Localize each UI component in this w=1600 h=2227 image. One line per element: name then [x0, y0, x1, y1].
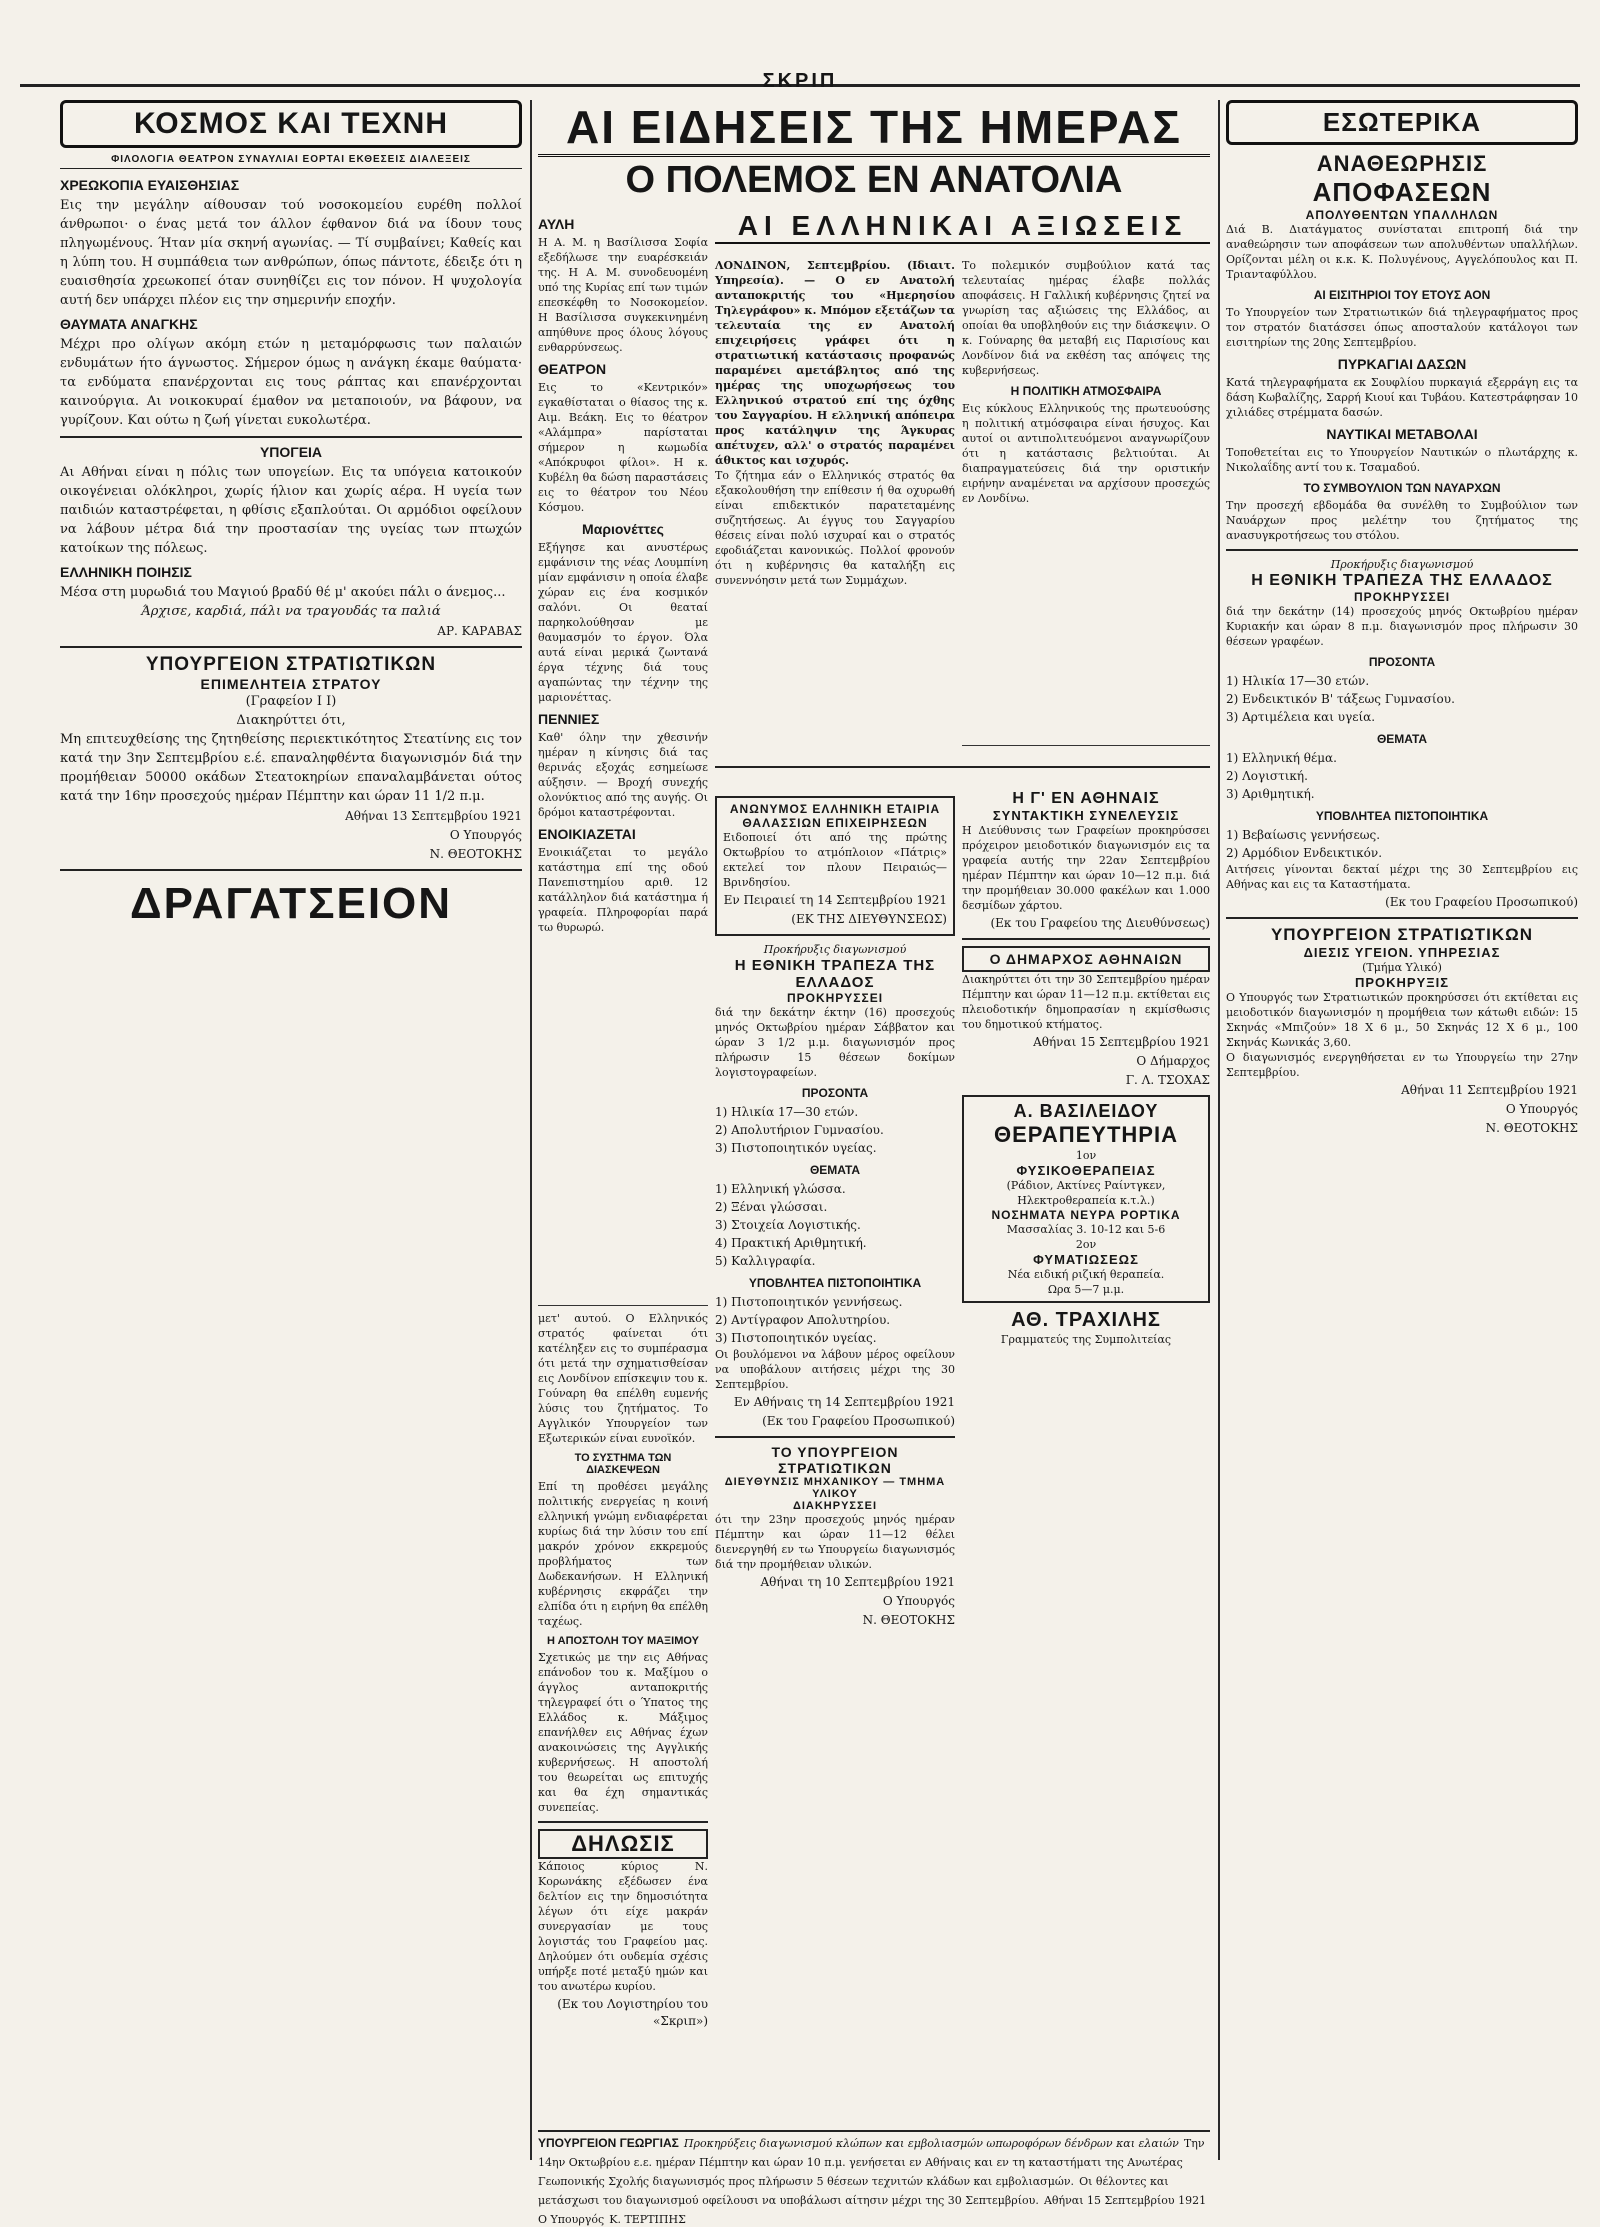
clinic-item-number: 2ον: [1075, 1238, 1097, 1251]
news-paragraph: Εις κύκλους Ελληνικούς της πρωτευούσης η πολιτική ατμόσφαιρα είναι ήσυχος. Και αυτοί οι αντιπολιτευόμενοι αναγνωρίζουν ότι η κατάστασις βελτιούται. Αι διαπραγματεύσεις διά την οριστικήν ειρήνην αναμένεται να αρχίσουν προσεχώς εν Λονδίνω.: [962, 402, 1210, 505]
news-paragraph: Σχετικώς με την εις Αθήνας επάνοδον του κ. Μαξίμου ο άγγλος ανταποκριτής τηλεγραφεί ότι ο Ύπατος της Ελλάδος κ. Μάξιμος επανήλθεν εις Αθήνας έχων ανακοινώσεις της Αγγλικής κυβερνήσεως. Η αποστολή του θεωρείται ως επιτυχής και θα έχη σημαντικάς συνεπείας.: [538, 1651, 708, 1814]
clinic-item-title: ΦΥΣΙΚΟΘΕΡΑΠΕΙΑΣ: [1016, 1163, 1156, 1178]
article-heading: Μαριονέττες: [582, 521, 664, 537]
bank-doc: 1) Βεβαίωσις γεννήσεως.: [1226, 828, 1381, 842]
section-header-esoterika: ΕΣΩΤΕΡΙΚΑ: [1226, 100, 1578, 145]
article-body: Το Υπουργείον των Στρατιωτικών διά τηλεγραφήματος προς τον στρατόν διατάσσει όπως αποσταλούν κατάλογοι των εισιτηρίων της 20ης Σεπτεμβρίου.: [1226, 306, 1578, 349]
article-body: Διά Β. Διατάγματος συνίσταται επιτροπή διά την αναθεώρησιν των αποφάσεων των απολυθέντων υπαλλήλων. Ορίζονται μέλη οι κ.κ. Κ. Πολυγένους, Αγγελόπουλος και Π. Τριανταφύλλου.: [1226, 223, 1578, 281]
article-body: Εις την μεγάλην αίθουσαν τού νοσοκομείου ευρέθη πολλοί άνθρωποι· ο ένας μετά τον άλλον έφθανον διά να ίδουν τους πληγωμένους. Ήταν μία σκηνή αγωνίας. — Τί συμβαίνει; Καθείς και η λύπη του. Η συμπάθεια των ανθρώπων, όπως πάντοτε, έδειξε ότι η ευαισθησία χρεωκοπεί όταν συνηθίζει εις τον πόνον. Η ψυχολογία αυτή δεν υπάρχει πλέον εις την σημερινήν εποχήν.: [60, 198, 522, 308]
divider: [715, 1436, 955, 1438]
divider: [60, 869, 522, 871]
divider: [962, 745, 1210, 746]
assembly-signature: (Εκ του Γραφείου της Διευθύνσεως): [990, 916, 1210, 930]
mayor-body: Διακηρύττει ότι την 30 Σεπτεμβρίου ημέραν Πέμπτην και ώραν 11—12 π.μ. εκτίθεται εις πλειοδοτικήν δημοπρασίαν η εκμίσθωσις του δημοτικού κτήματος.: [962, 973, 1210, 1031]
mayor-date: Αθήναι 15 Σεπτεμβρίου 1921: [1033, 1035, 1210, 1049]
column-avli: [538, 210, 708, 1295]
bank-doc: 2) Αντίγραφον Απολυτηρίου.: [715, 1313, 891, 1327]
column-news-continued: [538, 1300, 708, 2130]
bank-requirement: 2) Απολυτήριον Γυμνασίου.: [715, 1123, 884, 1137]
bank-topics-head: ΘΕΜΑΤΑ: [809, 1163, 861, 1177]
notice-signature-title: Ο Υπουργός: [449, 828, 522, 842]
divider: [962, 938, 1210, 940]
news-banner-block: [538, 100, 1210, 208]
news-rule-block: [715, 760, 1210, 780]
poem-body: Μέσα στη μυρωδιά του Μαγιού βραδύ θέ μ' ακούει πάλι ο άνεμος...: [60, 585, 506, 600]
column-esoterika: [1226, 100, 1578, 2160]
bank-docs-head: ΥΠΟΒΛΗΤΕΑ ΠΙΣΤΟΠΟΙΗΤΙΚΑ: [1315, 809, 1489, 823]
article-heading: ΘΕΑΤΡΟΝ: [538, 361, 607, 377]
advert-heading: ΕΝΟΙΚΙΑΖΕΤΑΙ: [538, 826, 636, 842]
article-body: Μέχρι προ ολίγων ακόμη ετών η μεταμόρφωσις των παλαιών ενδυμάτων ήτο άγνωστος. Σήμερον όμως η ανάγκη έκαμε θαύματα· τα ενδύματα επανέρχονται εις τους ράπτας και επανέρχονται καινούργια. Αι νοικοκυραί έμαθον να μεταποιούν, να βάφουν, να γυρίζουν. Και ούτω η ζωή γίνεται ευκολωτέρα.: [60, 337, 522, 428]
clinic-item-title: ΦΥΜΑΤΙΩΣΕΩΣ: [1033, 1252, 1139, 1267]
clinic-name: Α. ΒΑΣΙΛΕΙΔΟΥ: [1013, 1101, 1159, 1121]
army-notice-date: Αθήναι 11 Σεπτεμβρίου 1921: [1401, 1083, 1578, 1097]
army-notice-sub: ΔΙΕΥΘΥΝΣΙΣ ΜΗΧΑΝΙΚΟΥ — ΤΜΗΜΑ ΥΛΙΚΟΥ: [724, 1476, 946, 1500]
column-rule: [530, 100, 532, 2160]
poem-verse: Άρχισε, καρδιά, πάλι να τραγουδάς τα παλιά: [141, 604, 441, 619]
news-headline: Ο ΠΟΛΕΜΟΣ ΕΝ ΑΝΑΤΟΛΙΑ: [625, 159, 1123, 201]
notice-heading: ΥΠΟΥΡΓΕΙΟΝ ΣΤΡΑΤΙΩΤΙΚΩΝ: [145, 654, 437, 675]
article-heading: ΧΡΕΩΚΟΠΙΑ ΕΥΑΙΣΘΗΣΙΑΣ: [60, 177, 240, 193]
clinic-item-address: Μασσαλίας 3. 10-12 και 5-6: [1006, 1223, 1166, 1236]
declaration-signature: (Εκ του Λογιστηρίου του «Σκριπ»): [557, 1997, 708, 2028]
advert-dragatseion: ΔΡΑΓΑΤΣΕΙΟΝ: [129, 879, 453, 928]
article-heading: ΥΠΟΓΕΙΑ: [259, 444, 323, 460]
mayor-title: Ο Δήμαρχος: [1136, 1054, 1210, 1068]
clinic-item-body: Νέα ειδική ριζική θεραπεία.: [1007, 1268, 1165, 1281]
bank-kicker: Προκήρυξις διαγωνισμού: [763, 943, 907, 956]
notice-subheading: ΕΠΙΜΕΛΗΤΕΙΑ ΣΤΡΑΤΟΥ: [200, 676, 382, 692]
advert-trachilis: ΑΘ. ΤΡΑΧΙΛΗΣ: [1011, 1309, 1161, 1331]
divider: [1226, 549, 1578, 551]
news-paragraph: ΛΟΝΔΙΝΟΝ, Σεπτεμβρίου. (Ιδιαιτ. Υπηρεσία). — Ο εν Ανατολή ανταποκριτής του «Ημερησίου Τηλεγράφου» κ. Μπόμον εξετάζων τα τελευταία της εν Ανατολή επιχειρήσεις γράφει ότι η στρατιωτική κατάστασις προφανώς παραμένει αμετάβλητος από της ημέρας της υποχωρήσεως του Ελληνικού στρατού επί της όχθης του Σαγγαρίου. Η ελληνική απόπειρα προς κατάληψιν της Άγκυρας απέτυχεν, αλλ' ο στρατός παραμένει άθικτος και ισχυρός.: [715, 259, 955, 467]
army-notice-signature: Ν. ΘΕΟΤΟΚΗΣ: [1485, 1121, 1578, 1135]
bank-title: Η ΕΘΝΙΚΗ ΤΡΑΠΕΖΑ ΤΗΣ ΕΛΛΑΔΟΣ: [734, 957, 936, 991]
clinic-item-hours: Ωρα 5—7 μ.μ.: [1047, 1283, 1125, 1296]
article-heading: ΠΕΝΝΙΕΣ: [538, 711, 600, 727]
news-paragraph: Το ζήτημα εάν ο Ελληνικός στρατός θα εξακολουθήση την επίθεσιν ή θα οχυρωθή είναι επιδεκτικόν παρατεταμένης συζητήσεως. Αι έγγυς του Σαγγαρίου θέσεις είναι πολύ ισχυραί και ο στρατός εφοδιάζεται κανονικώς. Πολλοί φρονούν ότι η κυβέρνησις θα καταλήξη εις συνεννόησιν μετά των Συμμάχων.: [715, 469, 955, 587]
article-heading: ΝΑΥΤΙΚΑΙ ΜΕΤΑΒΟΛΑΙ: [1326, 426, 1478, 442]
georgias-kicker: Προκηρύξεις διαγωνισμού κλώπων και εμβολιασμών ωπωροφόρων δένδρων και ελαιών: [683, 2137, 1179, 2150]
notice-subheading: (Γραφείον Ι Ι): [245, 694, 337, 709]
divider: [715, 766, 1210, 768]
clinic-title: ΘΕΡΑΠΕΥΤΗΡΙΑ: [994, 1122, 1178, 1147]
bank-topic: 1) Ελληνική γλώσσα.: [715, 1182, 846, 1196]
bank-signature: (Εκ του Γραφείου Προσωπικού): [1385, 895, 1578, 909]
news-subheading: Η ΑΠΟΣΤΟΛΗ ΤΟΥ ΜΑΞΙΜΟΥ: [547, 1635, 699, 1647]
bank-requirements-head: ΠΡΟΣΟΝΤΑ: [801, 1086, 869, 1100]
advert-clinic: [962, 1095, 1210, 1303]
bank-kicker: Προκήρυξις διαγωνισμού: [1330, 558, 1474, 571]
article-body: Η Α. Μ. η Βασίλισσα Σοφία εξεδήλωσε την ευαρέσκειάν της. Η Α. Μ. συνοδευομένη υπό της Κυρίας επί των τιμών επεσκέφθη το Νοσοκομείον. Η Βασίλισσα συγκεκινημένη απηύθυνε προς όλους λόγους ενθαρρύνσεως.: [538, 236, 708, 354]
army-notice-date: Αθήναι τη 10 Σεπτεμβρίου 1921: [760, 1575, 955, 1589]
georgias-notice: [538, 2130, 1210, 2226]
army-notice-sub: ΠΡΟΚΗΡΥΞΙΣ: [1354, 975, 1450, 990]
bank-requirement: 3) Πιστοποιητικόν υγείας.: [715, 1141, 877, 1155]
georgias-date: Αθήναι 15 Σεπτεμβρίου 1921: [1043, 2194, 1207, 2207]
bank-requirement: 2) Ενδεικτικόν Β' τάξεως Γυμνασίου.: [1226, 692, 1455, 706]
article-body: Την προσεχή εβδομάδα θα συνέλθη το Συμβούλιον των Ναυάρχων προς μελέτην του ζητήματος της ανασυγκροτήσεως του στόλου.: [1226, 499, 1578, 542]
article-body: Αι Αθήναι είναι η πόλις των υπογείων. Εις τα υπόγεια κατοικούν οικογένειαι ολόκληροι, χωρίς ήλιον και χωρίς αέρα. Η υγεία των παιδιών καταστρέφεται, η φθίσις εξαπλούται. Οι αρμόδιοι οφείλουν να λάβουν μέτρα διά την προστασίαν της υγείας των πτωχών κατοίκων της πόλεως.: [60, 465, 522, 556]
masthead-title: ΣΚΡΙΠ: [762, 70, 838, 92]
news-text-col-2: [962, 258, 1210, 758]
bank-docs-head: ΥΠΟΒΛΗΤΕΑ ΠΙΣΤΟΠΟΙΗΤΙΚΑ: [748, 1276, 922, 1290]
article-heading: ΘΑΥΜΑΤΑ ΑΝΑΓΚΗΣ: [60, 316, 198, 332]
georgias-body: Οι θέλοντες και μετάσχωσι του διαγωνισμού οφείλουσι να υποβάλωσι αίτησιν μέχρι της 30 Σεπτεμβρίου.: [538, 2175, 1169, 2207]
bank-docs-body: Αιτήσεις γίνονται δεκταί μέχρι της 30 Σεπτεμβρίου εις Αθήνας και εις τα Καταστήματα.: [1226, 863, 1578, 891]
assembly-body: Η Διεύθυνσις των Γραφείων προκηρύσσει πρόχειρον μειοδοτικόν διαγωνισμόν εις τα γραφεία αυτής την 22αν Σεπτεμβρίου ημέραν Πέμπτην και ώραν 10—12 π.μ. διά την προμήθειαν 30.000 φακέλων και 1.000 δεσμίδων χάρτου.: [962, 824, 1210, 912]
article-body: Εξήγησε και ανυστέρως εμφάνισιν της νέας Λουμπίνη μίαν εμφάνισιν η οποία έλαβε χώραν εις ένα κοσμικόν σαλόνι. Οι θεαταί παρηκολούθησαν με θαυμασμόν το έργον. Όλα αυτά είναι μερικά ζωντανά έργα τέχνης διά τους αγαπώντας την τέχνην της μαριονέττας.: [538, 541, 708, 704]
advert-body: Ενοικιάζεται το μεγάλο κατάστημα επί της οδού Πανεπιστημίου αριθ. 12 κατάλληλον διά κατάστημα ή γραφεία. Πληροφορίαι παρά τω θυρωρώ.: [538, 846, 708, 934]
divider: [538, 1305, 708, 1306]
notice-body: Μη επιτευχθείσης της ζητηθείσης περιεκτικότητος Στεατίνης εις τον κατά την 3ην Σεπτεμβρίου ε.έ. επαναληφθέντα διαγωνισμόν διά την προμήθειαν 50000 οκάδων Στεατοκηρίων επαναλαμβάνεται ούτος κατά την 16ην προσεχούς ημέραν Πέμπτην και ώραν 11 1/2 π.μ.: [60, 732, 522, 804]
bank-body: διά την δεκάτην (14) προσεχούς μηνός Οκτωβρίου ημέραν Κυριακήν και ώραν 8 π.μ. διαγωνισμόν προς πλήρωσιν 30 θέσεων γραφέων.: [1226, 605, 1578, 648]
article-heading: ΕΛΛΗΝΙΚΗ ΠΟΙΗΣΙΣ: [60, 564, 192, 580]
clinic-item-number: 1ον: [1075, 1149, 1097, 1162]
section-header-kosmos: ΚΟΣΜΟΣ ΚΑΙ ΤΕΧΝΗ: [60, 100, 522, 148]
advert-shipping: [715, 796, 955, 936]
bank-topic: 2) Λογιστική.: [1226, 769, 1308, 783]
article-heading: ΑΥΛΗ: [538, 216, 575, 232]
advert-trachilis-body: Γραμματεύς της Συμπολιτείας: [1000, 1333, 1172, 1346]
bank-doc: 1) Πιστοποιητικόν γεννήσεως.: [715, 1295, 903, 1309]
assembly-heading: Η Γ' ΕΝ ΑΘΗΝΑΙΣ: [1012, 790, 1160, 807]
divider: [60, 436, 522, 438]
column-rule: [1218, 100, 1220, 2160]
article-heading: ΤΟ ΣΥΜΒΟΥΛΙΟΝ ΤΩΝ ΝΑΥΑΡΧΩΝ: [1303, 481, 1501, 495]
georgias-heading: ΥΠΟΥΡΓΕΙΟΝ ΓΕΩΡΓΙΑΣ: [538, 2136, 679, 2150]
army-notice-signature: Ν. ΘΕΟΤΟΚΗΣ: [862, 1613, 955, 1627]
mayor-heading: Ο ΔΗΜΑΡΧΟΣ ΑΘΗΝΑΙΩΝ: [962, 946, 1210, 972]
article-heading: ΑΙ ΕΙΣΙΤΗΡΙΟΙ ΤΟΥ ΕΤΟΥΣ ΑΟΝ: [1313, 288, 1491, 302]
news-subheading: Η ΠΟΛΙΤΙΚΗ ΑΤΜΟΣΦΑΙΡΑ: [1010, 384, 1162, 398]
assembly-subheading: ΣΥΝΤΑΚΤΙΚΗ ΣΥΝΕΛΕΥΣΙΣ: [992, 808, 1180, 823]
declaration-body: Κάποιος κύριος Ν. Κορωνάκης εξέδωσεν ένα δελτίον εις την δημοσιότητα λέγων ότι είχε μακράν συνεργασίαν με τους λογιστάς του Γραφείου μας. Δηλούμεν ότι ουδεμία σχέσις υπήρξε ποτέ μεταξύ ημών και του ανωτέρω κυρίου.: [538, 1860, 708, 1993]
bank-signature: (Εκ του Γραφείου Προσωπικού): [762, 1414, 955, 1428]
clinic-item-note: ΝΟΣΗΜΑΤΑ ΝΕΥΡΑ ΡΟΡΤΙΚΑ: [991, 1208, 1181, 1222]
bank-title: Η ΕΘΝΙΚΗ ΤΡΑΠΕΖΑ ΤΗΣ ΕΛΛΑΔΟΣ: [1251, 572, 1553, 589]
article-heading: ΑΠΟΦΑΣΕΩΝ: [1312, 177, 1492, 207]
bank-topic: 3) Αριθμητική.: [1226, 787, 1315, 801]
article-body: Τοποθετείται εις το Υπουργείον Ναυτικών ο πλωτάρχης κ. Νικολαΐδης αντί του κ. Τσαμαδού.: [1226, 446, 1578, 474]
bank-topic: 1) Ελληνική θέμα.: [1226, 751, 1337, 765]
mayor-name: Γ. Λ. ΤΣΟΧΑΣ: [1125, 1073, 1210, 1087]
article-heading: ΠΥΡΚΑΓΙΑΙ ΔΑΣΩΝ: [1337, 356, 1467, 372]
divider: [538, 1821, 708, 1823]
article-body: Καθ' όλην την χθεσινήν ημέραν η κίνησις διά τας θερινάς εξοχάς εσημείωσε αύξησιν. — Βροχή συνεχής ολονύκτιος από της αυγής. Οι δρόμοι καταστρέφονται.: [538, 731, 708, 819]
advert-shipping-signature: (ΕΚ ΤΗΣ ΔΙΕΥΘΥΝΣΕΩΣ): [791, 912, 947, 926]
notice-signature: Ν. ΘΕΟΤΟΚΗΣ: [429, 847, 522, 861]
bank-subtitle: ΠΡΟΚΗΡΥΣΣΕΙ: [786, 991, 884, 1005]
army-notice-signature-title: Ο Υπουργός: [882, 1594, 955, 1608]
divider: [60, 646, 522, 648]
army-notice-heading: ΥΠΟΥΡΓΕΙΟΝ ΣΤΡΑΤΙΩΤΙΚΩΝ: [1270, 925, 1534, 944]
news-subheading: ΤΟ ΣΥΣΤΗΜΑ ΤΩΝ ΔΙΑΣΚΕΨΕΩΝ: [574, 1452, 672, 1476]
bank-docs-body: Οι βουλόμενοι να λάβουν μέρος οφείλουν να υποβάλουν αιτήσεις μέχρι της 30 Σεπτεμβρίου.: [715, 1348, 955, 1391]
news-subheadline: ΑΙ ΕΛΛΗΝΙΚΑΙ ΑΞΙΩΣΕΙΣ: [715, 210, 1210, 244]
bank-doc: 2) Αρμόδιον Ενδεικτικόν.: [1226, 846, 1383, 860]
news-paragraph: μετ' αυτού. Ο Ελληνικός στρατός φαίνεται ότι κατέληξεν εις το συμπέρασμα ότι μετά την σχηματισθείσαν εις Λονδίνον επίσκεψιν του κ. Γούναρη θα επέλθη ευμενής λύσις του ζητήματος. Το Αγγλικόν Υπουργείον των Εξωτερικών είναι ευνοϊκόν.: [538, 1312, 708, 1445]
article-subheading: ΑΠΟΛΥΘΕΝΤΩΝ ΥΠΑΛΛΗΛΩΝ: [1305, 208, 1499, 222]
army-notice-sub: (Τμήμα Υλικό): [1362, 961, 1442, 974]
bank-requirement: 1) Ηλικία 17—30 ετών.: [715, 1105, 859, 1119]
article-body: Εις το «Κεντρικόν» εγκαθίσταται ο θίασος της κ. Αιμ. Βεάκη. Εις το θέατρον «Αλάμπρα» παρίσταται σήμερον η κωμωδία «Απόκρυφοι φίλοι». Η κ. Κυβέλη θα δώση παραστάσεις εις το θέατρον του Νέου Κόσμου.: [538, 381, 708, 514]
army-notice-body: ότι την 23ην προσεχούς μηνός ημέραν Πέμπτην και ώραν 11—12 θέλει διενεργηθή εν τω Υπουργείω διαγωνισμός διά την προμήθειαν υλικών.: [715, 1513, 955, 1571]
army-notice-sub: ΔΙΕΣΙΣ ΥΓΕΙΟΝ. ΥΠΗΡΕΣΙΑΣ: [1303, 945, 1501, 960]
bank-topic: 3) Στοιχεία Λογιστικής.: [715, 1218, 861, 1232]
bank-requirement: 3) Αρτιμέλεια και υγεία.: [1226, 710, 1376, 724]
army-notice-body: Ο Υπουργός των Στρατιωτικών προκηρύσσει ότι εκτίθεται εις μειοδοτικόν διαγωνισμόν η προμήθεια των κάτωθι ειδών: 15 Σκηνάς «Μπιζούν» 18 X 6 μ., 50 Σκηνάς 12 X 6 μ., 100 Σκηνάς Κωνικάς 3,60.: [1226, 991, 1578, 1049]
news-text-col-1: [715, 258, 955, 758]
ads-column-left: [715, 790, 955, 2130]
declaration-heading: ΔΗΛΩΣΙΣ: [538, 1829, 708, 1859]
poem-author: ΑΡ. ΚΑΡΑΒΑΣ: [437, 624, 522, 638]
bank-topic: 4) Πρακτική Αριθμητική.: [715, 1236, 867, 1250]
bank-topic: 5) Καλλιγραφία.: [715, 1254, 816, 1268]
georgias-body: Την 14ην Οκτωβρίου ε.ε. ημέραν Πέμπτην και ώραν 10 π.μ. γενήσεται εν Αθήναις και εν τη καταστήματι της Ανωτέρας Γεωπονικής Σχολής διαγωνισμός προς πλήρωσιν 5 θέσεων τεχνιτών κλάδων και εμβολιασμών.: [538, 2137, 1205, 2188]
notice-date: Αθήναι 13 Σεπτεμβρίου 1921: [345, 809, 522, 823]
news-subheadline-block: [715, 210, 1210, 255]
bank-body: διά την δεκάτην έκτην (16) προσεχούς μηνός Οκτωβρίου ημέραν Σάββατον και ώραν 3 1/2 μ.μ. διαγωνισμόν προς πλήρωσιν 15 θέσεων δοκίμων λογιστογραφείων.: [715, 1006, 955, 1079]
clinic-item-body: (Ράδιον, Ακτίνες Ραίντγκεν, Ηλεκτροθεραπεία κ.τ.λ.): [1006, 1179, 1166, 1207]
notice-subheading: Διακηρύττει ότι,: [236, 713, 346, 728]
article-body: Κατά τηλεγραφήματα εκ Σουφλίου πυρκαγιά εξερράγη εις τα δάση Κωβαλίζης, Σαρρή Κιουί και Τυβάου. Κατεστράφησαν 10 χιλιάδες στρέμματα δασών.: [1226, 376, 1578, 419]
army-notice-body: Ο διαγωνισμός ενεργηθήσεται εν τω Υπουργείω την 27ην Σεπτεμβρίου.: [1226, 1051, 1578, 1079]
ads-column-middle: [962, 790, 1210, 2130]
column-kosmos: [60, 100, 522, 2160]
advert-shipping-title: ΑΝΩΝΥΜΟΣ ΕΛΛΗΝΙΚΗ ΕΤΑΙΡΙΑ ΘΑΛΑΣΣΙΩΝ ΕΠΙΧΕΙΡΗΣΕΩΝ: [729, 802, 941, 830]
bank-doc: 3) Πιστοποιητικόν υγείας.: [715, 1331, 877, 1345]
divider: [1226, 917, 1578, 919]
bank-topics-head: ΘΕΜΑΤΑ: [1376, 732, 1428, 746]
section-subheader: ΦΙΛΟΛΟΓΙΑ ΘΕΑΤΡΟΝ ΣΥΝΑΥΛΙΑΙ ΕΟΡΤΑΙ ΕΚΘΕΣΕΙΣ ΔΙΑΛΕΞΕΙΣ: [60, 154, 522, 169]
bank-topic: 2) Ξέναι γλώσσαι.: [715, 1200, 828, 1214]
news-banner: ΑΙ ΕΙΔΗΣΕΙΣ ΤΗΣ ΗΜΕΡΑΣ: [538, 100, 1210, 157]
georgias-signature: Κ. ΤΕΡΤΙΠΗΣ: [609, 2213, 686, 2226]
bank-date: Εν Αθήναις τη 14 Σεπτεμβρίου 1921: [733, 1395, 955, 1409]
bank-requirement: 1) Ηλικία 17—30 ετών.: [1226, 674, 1370, 688]
army-notice-heading: ΤΟ ΥΠΟΥΡΓΕΙΟΝ ΣΤΡΑΤΙΩΤΙΚΩΝ: [771, 1444, 899, 1476]
news-paragraph: Επί τη προθέσει μεγάλης πολιτικής ενεργείας η κοινή ελληνική γνώμη ενδιαφέρεται κυρίως διά την λύσιν του επί μακρόν χρόνον εκκρεμούς προβλήματος των Δωδεκανήσων. Η Ελληνική κυβέρνησις εκφράζει την ελπίδα ότι η ειρήνη θα επέλθη ταχέως.: [538, 1480, 708, 1628]
army-notice-signature-title: Ο Υπουργός: [1505, 1102, 1578, 1116]
article-heading: ΑΝΑΘΕΩΡΗΣΙΣ: [1316, 151, 1488, 176]
advert-shipping-date: Εν Πειραιεί τη 14 Σεπτεμβρίου 1921: [723, 893, 947, 907]
bank-requirements-head: ΠΡΟΣΟΝΤΑ: [1368, 655, 1436, 669]
georgias-signature-title: Ο Υπουργός: [538, 2213, 605, 2226]
news-paragraph: Το πολεμικόν συμβούλιον κατά τας τελευταίας ημέρας έλαβε πολλάς αποφάσεις. Η Γαλλική κυβέρνησις ζητεί να γνωρίση τας αξιώσεις της Ελλάδος, αι οποίαι θα υποβληθούν εις την διάσκεψιν. Ο κ. Γούναρης θα μεταβή εις Παρισίους και Λονδίνον διά να εκθέση τας απόψεις της κυβερνήσεως.: [962, 259, 1210, 377]
army-notice-sub: ΔΙΑΚΗΡΥΣΣΕΙ: [792, 1500, 878, 1512]
advert-shipping-body: Ειδοποιεί ότι από της πρώτης Οκτωβρίου το ατμόπλοιον «Πάτρις» εκτελεί τον πλουν Πειραιώς—Βρινδησίου.: [723, 831, 947, 889]
bank-subtitle: ΠΡΟΚΗΡΥΣΣΕΙ: [1353, 590, 1451, 604]
